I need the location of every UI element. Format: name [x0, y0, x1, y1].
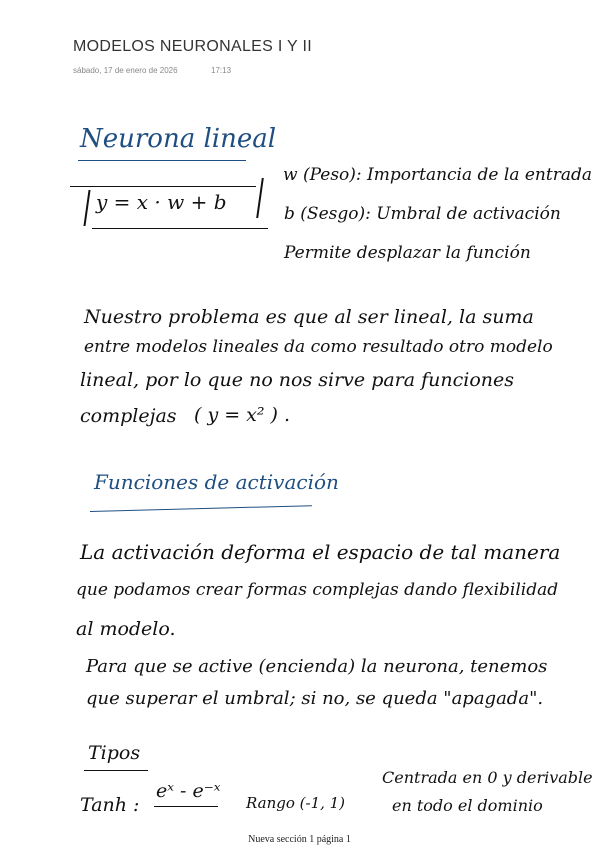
formula-right-bar — [256, 178, 264, 218]
para1-line3: lineal, por lo que no nos sirve para funciones — [80, 369, 515, 391]
formula-top-line — [70, 186, 256, 187]
heading-tipos: Tipos — [88, 742, 141, 764]
w-description: w (Peso): Importancia de la entrada — [283, 165, 592, 185]
b-description-2: Permite desplazar la función — [284, 243, 531, 263]
page-time: 17:13 — [211, 66, 232, 75]
para3-line1: Para que se active (encienda) la neurona, tenemos — [86, 656, 548, 677]
tanh-label: Tanh : — [80, 794, 140, 816]
formula-neurona: y = x · w + b — [96, 190, 227, 214]
para1-line1: Nuestro problema es que al ser lineal, la suma — [84, 306, 534, 328]
tanh-range: Rango (-1, 1) — [246, 794, 346, 812]
para3-line2: que superar el umbral; si no, se queda "apagada". — [86, 688, 544, 709]
page-title: MODELOS NEURONALES I Y II — [73, 38, 312, 55]
para2-line1: La activación deforma el espacio de tal manera — [80, 540, 561, 564]
formula-left-bar — [83, 190, 90, 226]
b-description: b (Sesgo): Umbral de activación — [284, 204, 561, 224]
tanh-numerator: eˣ - e⁻ˣ — [156, 780, 221, 802]
para1-line2: entre modelos lineales da como resultado otro modelo — [84, 337, 553, 357]
heading2-underline — [90, 505, 312, 512]
tanh-fraction-bar — [154, 806, 218, 807]
tipos-underline — [84, 770, 148, 771]
heading-funciones-activacion: Funciones de activación — [94, 470, 339, 494]
heading-neurona-lineal: Neurona lineal — [80, 124, 277, 154]
para1-formula: ( y = x² ) . — [194, 404, 291, 426]
tanh-note-2: en todo el dominio — [392, 796, 543, 815]
para1-line4: complejas — [80, 405, 177, 427]
page-date: sábado, 17 de enero de 2026 — [73, 66, 178, 75]
heading-underline — [78, 160, 246, 161]
formula-bottom-line — [92, 228, 268, 229]
page-footer: Nueva sección 1 página 1 — [248, 834, 351, 845]
tanh-note-1: Centrada en 0 y derivable — [382, 768, 593, 787]
para2-line3: al modelo. — [76, 618, 176, 640]
para2-line2: que podamos crear formas complejas dando flexibilidad — [76, 580, 559, 600]
